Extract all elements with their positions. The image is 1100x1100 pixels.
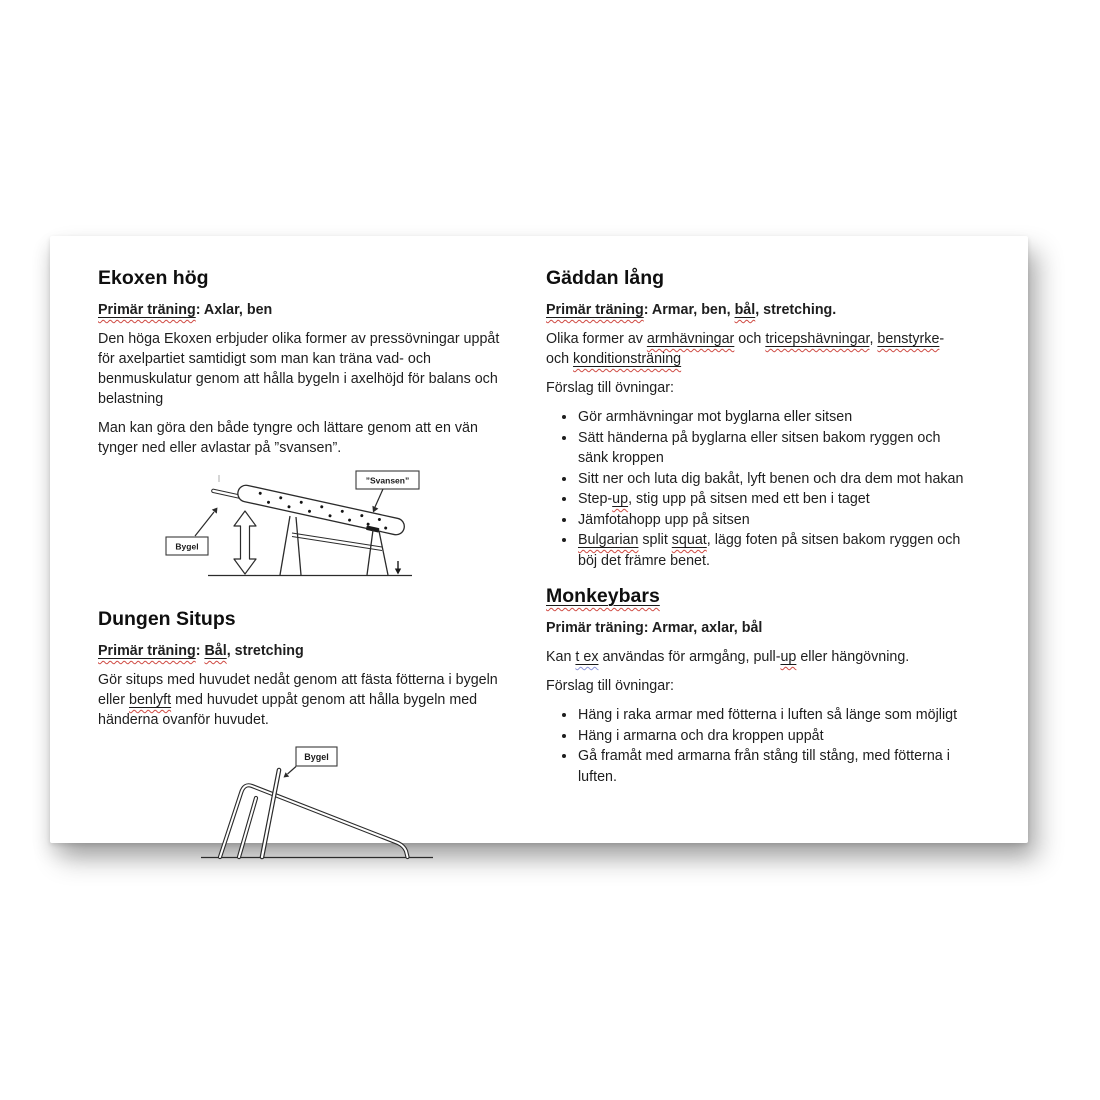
paragraph: Gör situps med huvudet nedåt genom att fästa fötterna i bygeln eller benlyft med huvudet uppåt genom att hålla bygeln med händerna ovanför huvudet. <box>98 672 498 728</box>
list-item: • Jämfotahopp upp på sitsen <box>577 510 966 531</box>
brace <box>292 533 382 551</box>
list-item: • Gör armhävningar mot byglarna eller sitsen <box>577 407 966 428</box>
bygel-label: Bygel <box>175 541 199 552</box>
primary-training-line: Primär träning: Bål, stretching <box>98 643 304 659</box>
primary-training-line: Primär träning: Axlar, ben <box>98 302 273 318</box>
ekoxen-diagram <box>150 467 430 587</box>
suggestions-label: Förslag till övningar: <box>546 380 674 396</box>
right-column <box>546 267 966 843</box>
frame <box>220 770 408 857</box>
section-title-monkeybars: Monkeybars <box>546 585 660 607</box>
section-ekoxen <box>98 267 518 864</box>
list-item: • Bulgarian split squat, lägg foten på sitsen bakom ryggen och böj det främre benet. <box>577 530 966 571</box>
list-item: • Häng i raka armar med fötterna i luften så länge som möjligt <box>577 705 966 726</box>
paragraph: Den höga Ekoxen erbjuder olika former av pressövningar uppåt för axelpartiet samtidigt som man kan träna vad- och benmuskulatur genom att hålla bygeln i axelhöjd för balans och belastning <box>98 331 500 407</box>
section-title-dungen: Dungen Situps <box>98 608 236 630</box>
exercise-list <box>546 705 966 787</box>
svansen-label: ”Svansen” <box>365 475 410 486</box>
list-item: • Sätt händerna på byglarna eller sitsen bakom ryggen och sänk kroppen <box>577 428 966 469</box>
section-gaddan <box>546 267 966 787</box>
primary-training-line: Primär träning: Armar, ben, bål, stretching. <box>546 302 837 318</box>
paragraph: Olika former av armhävningar och tricepshävningar, benstyrke- och konditionsträning <box>546 331 945 367</box>
paragraph: Man kan göra den både tyngre och lättare genom att en vän tynger ned eller avlastar på ”svansen”. <box>98 420 478 456</box>
dungen-diagram <box>195 739 440 864</box>
list-item: • Gå framåt med armarna från stång till stång, med fötterna i luften. <box>577 746 966 787</box>
primary-training-line: Primär träning: Armar, axlar, bål <box>546 620 763 636</box>
list-item: • Step-up, stig upp på sitsen med ett ben i taget <box>577 489 966 510</box>
suggestions-label: Förslag till övningar: <box>546 678 674 694</box>
list-item: • Sitt ner och luta dig bakåt, lyft benen och dra dem mot hakan <box>577 469 966 490</box>
section-title-gaddan: Gäddan lång <box>546 267 665 289</box>
left-column <box>98 267 518 843</box>
height-arrow <box>234 511 256 574</box>
list-item: • Häng i armarna och dra kroppen uppåt <box>577 726 966 747</box>
section-title-ekoxen: Ekoxen hög <box>98 267 209 289</box>
paragraph: Kan t ex användas för armgång, pull-up eller hängövning. <box>546 649 910 665</box>
exercise-list <box>546 407 966 571</box>
document-page <box>50 236 1028 843</box>
bygel-label: Bygel <box>304 752 329 762</box>
